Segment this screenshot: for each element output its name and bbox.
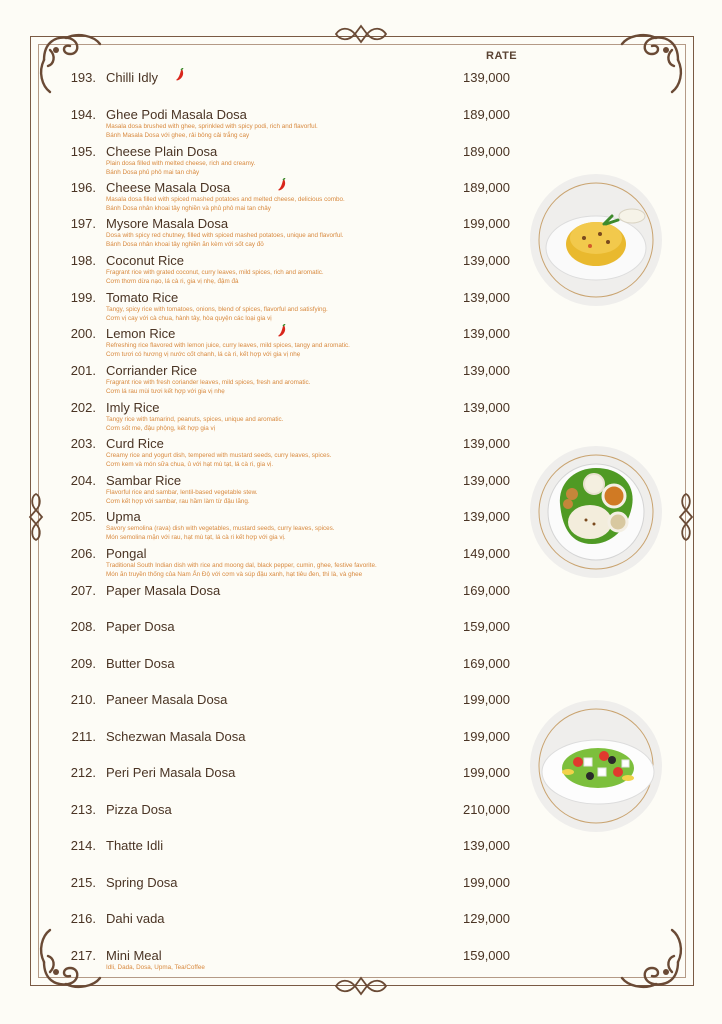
item-description-en: Dosa with spicy red chutney, filled with spiced mashed potatoes, unique and flavorful. bbox=[106, 232, 344, 239]
right-side-ornament-icon bbox=[676, 492, 696, 542]
item-description-vi: Cơm kem và món sữa chua, ủ với hạt mù tạt, lá cà ri, gia vị. bbox=[106, 460, 274, 468]
item-description-vi: Cơm lá rau mùi tươi kết hợp với gia vị nhẹ bbox=[106, 387, 225, 395]
item-name: Pizza Dosa bbox=[106, 802, 172, 817]
salad-photo bbox=[528, 698, 664, 834]
item-price: 139,000 bbox=[463, 473, 510, 488]
item-price: 139,000 bbox=[463, 253, 510, 268]
item-number: 205. bbox=[70, 509, 96, 524]
item-number: 217. bbox=[70, 948, 96, 963]
item-description-vi: Cơm tươi có hương vị nước cốt chanh, lá cà ri, kết hợp với gia vị nhẹ bbox=[106, 350, 301, 358]
item-description-en: Flavorful rice and sambar, lentil-based vegetable stew. bbox=[106, 489, 258, 496]
corner-ornament-bottom-right-icon bbox=[616, 922, 686, 992]
item-number: 214. bbox=[70, 838, 96, 853]
item-price: 139,000 bbox=[463, 838, 510, 853]
item-number: 215. bbox=[70, 875, 96, 890]
item-name: Lemon Rice bbox=[106, 326, 176, 341]
item-price: 139,000 bbox=[463, 509, 510, 524]
item-price: 199,000 bbox=[463, 216, 510, 231]
item-price: 139,000 bbox=[463, 436, 510, 451]
item-description-en: Tangy rice with tamarind, peanuts, spices, unique and aromatic. bbox=[106, 416, 284, 423]
item-number: 209. bbox=[70, 656, 96, 671]
item-name: Sambar Rice bbox=[106, 473, 182, 488]
corner-ornament-top-left-icon bbox=[36, 30, 106, 100]
item-number: 202. bbox=[70, 400, 96, 415]
item-number: 210. bbox=[70, 692, 96, 707]
item-price: 139,000 bbox=[463, 400, 510, 415]
item-name: Coconut Rice bbox=[106, 253, 185, 268]
chili-pepper-icon bbox=[174, 68, 186, 82]
item-price: 159,000 bbox=[463, 948, 510, 963]
item-description-en: Masala dosa brushed with ghee, sprinkled with spicy podi, rich and flavorful. bbox=[106, 123, 318, 130]
chili-pepper-icon bbox=[276, 178, 288, 192]
item-number: 212. bbox=[70, 765, 96, 780]
item-name: Upma bbox=[106, 509, 141, 524]
item-description-vi: Món semolina mặn với rau, hạt mù tạt, lá cà ri kết hợp với gia vị. bbox=[106, 533, 286, 541]
item-description-en: Traditional South Indian dish with rice and moong dal, black pepper, cumin, ghee, festive favorite. bbox=[106, 562, 377, 569]
item-description-vi: Bánh Dosa nhân khoai tây nghiền và phủ phô mai tan chảy bbox=[106, 204, 271, 212]
item-description-en: Creamy rice and yogurt dish, tempered with mustard seeds, curry leaves, spices. bbox=[106, 452, 332, 459]
item-description-en: Idli, Dada, Dosa, Upma, Tea/Coffee bbox=[106, 964, 205, 971]
item-name: Cheese Plain Dosa bbox=[106, 144, 218, 159]
item-description-vi: Cơm thơm dừa nạo, lá cà ri, gia vị nhẹ, đậm đà bbox=[106, 277, 239, 285]
item-description-en: Tangy, spicy rice with tomatoes, onions, blend of spices, flavorful and satisfying. bbox=[106, 306, 328, 313]
item-name: Schezwan Masala Dosa bbox=[106, 729, 246, 744]
item-name: Paper Dosa bbox=[106, 619, 175, 634]
item-price: 139,000 bbox=[463, 70, 510, 85]
item-price: 139,000 bbox=[463, 290, 510, 305]
item-number: 198. bbox=[70, 253, 96, 268]
item-number: 199. bbox=[70, 290, 96, 305]
item-name: Spring Dosa bbox=[106, 875, 178, 890]
item-price: 169,000 bbox=[463, 583, 510, 598]
item-number: 216. bbox=[70, 911, 96, 926]
item-description-vi: Món ăn truyền thống của Nam Ấn Độ với cơm và súp đậu xanh, hạt tiêu đen, thì là, và ghee bbox=[106, 570, 363, 578]
item-name: Mysore Masala Dosa bbox=[106, 216, 229, 231]
item-description-vi: Bánh Dosa nhân khoai tây nghiền ăn kèm với sốt cay đỏ bbox=[106, 240, 264, 248]
item-description-en: Plain dosa filled with melted cheese, rich and creamy. bbox=[106, 160, 256, 167]
item-description-vi: Cơm kết hợp với sambar, rau hầm làm từ đậu lăng. bbox=[106, 497, 250, 505]
item-price: 189,000 bbox=[463, 180, 510, 195]
item-price: 189,000 bbox=[463, 144, 510, 159]
item-name: Thatte Idli bbox=[106, 838, 164, 853]
item-number: 203. bbox=[70, 436, 96, 451]
item-name: Tomato Rice bbox=[106, 290, 179, 305]
item-name: Peri Peri Masala Dosa bbox=[106, 765, 236, 780]
item-number: 207. bbox=[70, 583, 96, 598]
item-description-vi: Bánh Dosa phủ phô mai tan chảy bbox=[106, 168, 200, 176]
bottom-center-ornament-icon bbox=[330, 976, 392, 996]
item-number: 213. bbox=[70, 802, 96, 817]
item-price: 139,000 bbox=[463, 326, 510, 341]
item-description-en: Refreshing rice flavored with lemon juice, curry leaves, mild spices, tangy and aromatic. bbox=[106, 342, 350, 349]
item-name: Dahi vada bbox=[106, 911, 165, 926]
item-number: 211. bbox=[71, 729, 96, 744]
chili-pepper-icon bbox=[276, 324, 288, 338]
lemon-rice-photo bbox=[528, 172, 664, 308]
item-number: 201. bbox=[70, 363, 96, 378]
item-number: 200. bbox=[70, 326, 96, 341]
item-description-vi: Cơm sốt me, đậu phộng, kết hợp gia vị bbox=[106, 424, 216, 432]
item-price: 159,000 bbox=[463, 619, 510, 634]
item-name: Paneer Masala Dosa bbox=[106, 692, 228, 707]
left-side-ornament-icon bbox=[26, 492, 46, 542]
rate-column-header: RATE bbox=[486, 50, 518, 62]
item-price: 129,000 bbox=[463, 911, 510, 926]
item-description-vi: Bánh Masala Dosa với ghee, rải bông cải trắng cay bbox=[106, 131, 250, 139]
item-number: 206. bbox=[70, 546, 96, 561]
item-number: 204. bbox=[70, 473, 96, 488]
item-name: Curd Rice bbox=[106, 436, 164, 451]
item-price: 199,000 bbox=[463, 765, 510, 780]
curd-rice-thali-photo bbox=[528, 444, 664, 580]
item-name: Pongal bbox=[106, 546, 147, 561]
item-name: Imly Rice bbox=[106, 400, 160, 415]
item-name: Mini Meal bbox=[106, 948, 162, 963]
item-price: 189,000 bbox=[463, 107, 510, 122]
item-name: Chilli Idly bbox=[106, 70, 159, 85]
item-price: 210,000 bbox=[463, 802, 510, 817]
item-name: Paper Masala Dosa bbox=[106, 583, 221, 598]
item-price: 199,000 bbox=[463, 875, 510, 890]
item-number: 196. bbox=[70, 180, 96, 195]
item-name: Butter Dosa bbox=[106, 656, 175, 671]
item-number: 195. bbox=[70, 144, 96, 159]
item-price: 139,000 bbox=[463, 363, 510, 378]
item-name: Corriander Rice bbox=[106, 363, 198, 378]
item-number: 208. bbox=[70, 619, 96, 634]
item-description-en: Masala dosa filled with spiced mashed potatoes and melted cheese, delicious combo. bbox=[106, 196, 345, 203]
item-price: 169,000 bbox=[463, 656, 510, 671]
item-price: 199,000 bbox=[463, 692, 510, 707]
item-description-en: Fragrant rice with grated coconut, curry leaves, mild spices, rich and aromatic. bbox=[106, 269, 324, 276]
item-price: 149,000 bbox=[463, 546, 510, 561]
corner-ornament-top-right-icon bbox=[616, 30, 686, 100]
item-name: Ghee Podi Masala Dosa bbox=[106, 107, 247, 122]
item-description-vi: Cơm vị cay với cà chua, hành tây, hòa quyện các loại gia vị bbox=[106, 314, 272, 322]
item-description-en: Fragrant rice with fresh coriander leaves, mild spices, fresh and aromatic. bbox=[106, 379, 311, 386]
top-center-ornament-icon bbox=[330, 24, 392, 44]
item-description-en: Savory semolina (rava) dish with vegetables, mustard seeds, curry leaves, spices. bbox=[106, 525, 335, 532]
item-number: 194. bbox=[70, 107, 96, 122]
item-name: Cheese Masala Dosa bbox=[106, 180, 231, 195]
item-number: 193. bbox=[70, 70, 96, 85]
item-number: 197. bbox=[70, 216, 96, 231]
item-price: 199,000 bbox=[463, 729, 510, 744]
